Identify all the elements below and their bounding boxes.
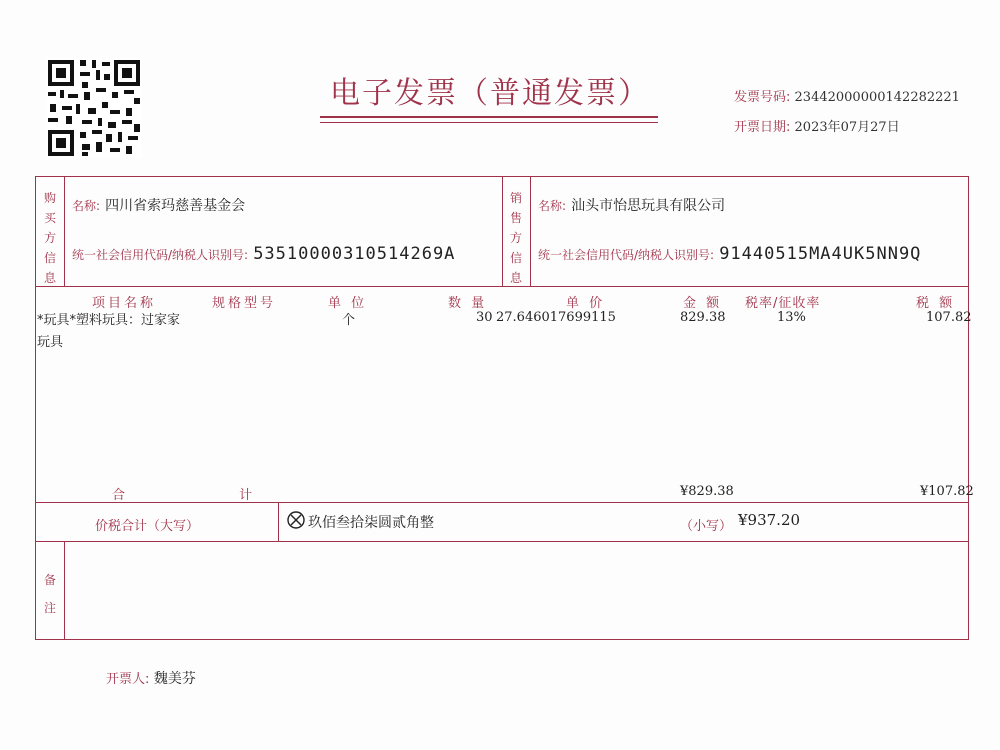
header-price: 单 价 [566, 296, 606, 311]
grand-total-uppercase: 玖佰叁拾柒圆贰角整 [308, 515, 434, 531]
seller-label-divider [530, 176, 531, 286]
qr-code-icon [46, 58, 142, 158]
total-amount: ¥829.38 [680, 484, 734, 499]
grand-total-divider [35, 541, 969, 542]
seller-taxid: 统一社会信用代码/纳税人识别号: 91440515MA4UK5NN9Q [538, 244, 922, 264]
header-amount: 金 额 [683, 296, 723, 311]
item-name-continued: 玩具 [37, 335, 64, 350]
party-divider [35, 286, 969, 287]
issuer: 开票人: 魏美芬 [106, 671, 196, 687]
buyer-name: 名称: 四川省索玛慈善基金会 [72, 198, 246, 214]
item-name: *玩具*塑料玩具：过家家 [37, 313, 181, 328]
grand-total-lowercase: ¥937.20 [738, 511, 801, 529]
item-unit: 个 [342, 313, 356, 328]
item-rate: 13% [777, 310, 806, 325]
grand-total-lower-label: （小写） [680, 519, 733, 534]
grand-total-label: 价税合计（大写） [95, 519, 200, 534]
total-tax: ¥107.82 [920, 484, 974, 499]
circled-x-icon [286, 510, 306, 534]
buyer-side-label: 购 买 方 信 息 [43, 191, 56, 285]
remarks-label-divider [64, 541, 65, 640]
title-underline [320, 116, 658, 118]
invoice-date: 开票日期: 2023年07月27日 [734, 120, 900, 135]
invoice-number: 发票号码: 23442000000142282221 [734, 90, 960, 105]
item-tax: 107.82 [926, 310, 972, 325]
totals-label: 合 计 [112, 488, 308, 503]
item-price: 27.646017699115 [496, 310, 616, 325]
header-unit: 单 位 [328, 296, 368, 311]
item-amount: 829.38 [680, 310, 726, 325]
header-tax: 税 额 [916, 296, 956, 311]
header-spec: 规格型号 [212, 296, 277, 311]
item-qty: 30 [476, 310, 493, 325]
seller-side-label: 销 售 方 信 息 [509, 191, 522, 285]
remarks-side-label: 备 注 [43, 573, 56, 615]
grand-total-label-divider [278, 502, 279, 541]
buyer-taxid: 统一社会信用代码/纳税人识别号: 53510000310514269A [72, 244, 456, 264]
header-item-name: 项目名称 [92, 296, 157, 311]
header-qty: 数 量 [448, 296, 488, 311]
party-middle-divider [502, 176, 503, 286]
title-underline-thin [320, 122, 658, 123]
invoice-title: 电子发票（普通发票） [330, 76, 650, 111]
header-rate: 税率/征收率 [745, 296, 821, 311]
buyer-label-divider [64, 176, 65, 286]
seller-name: 名称: 汕头市怡思玩具有限公司 [538, 198, 726, 214]
